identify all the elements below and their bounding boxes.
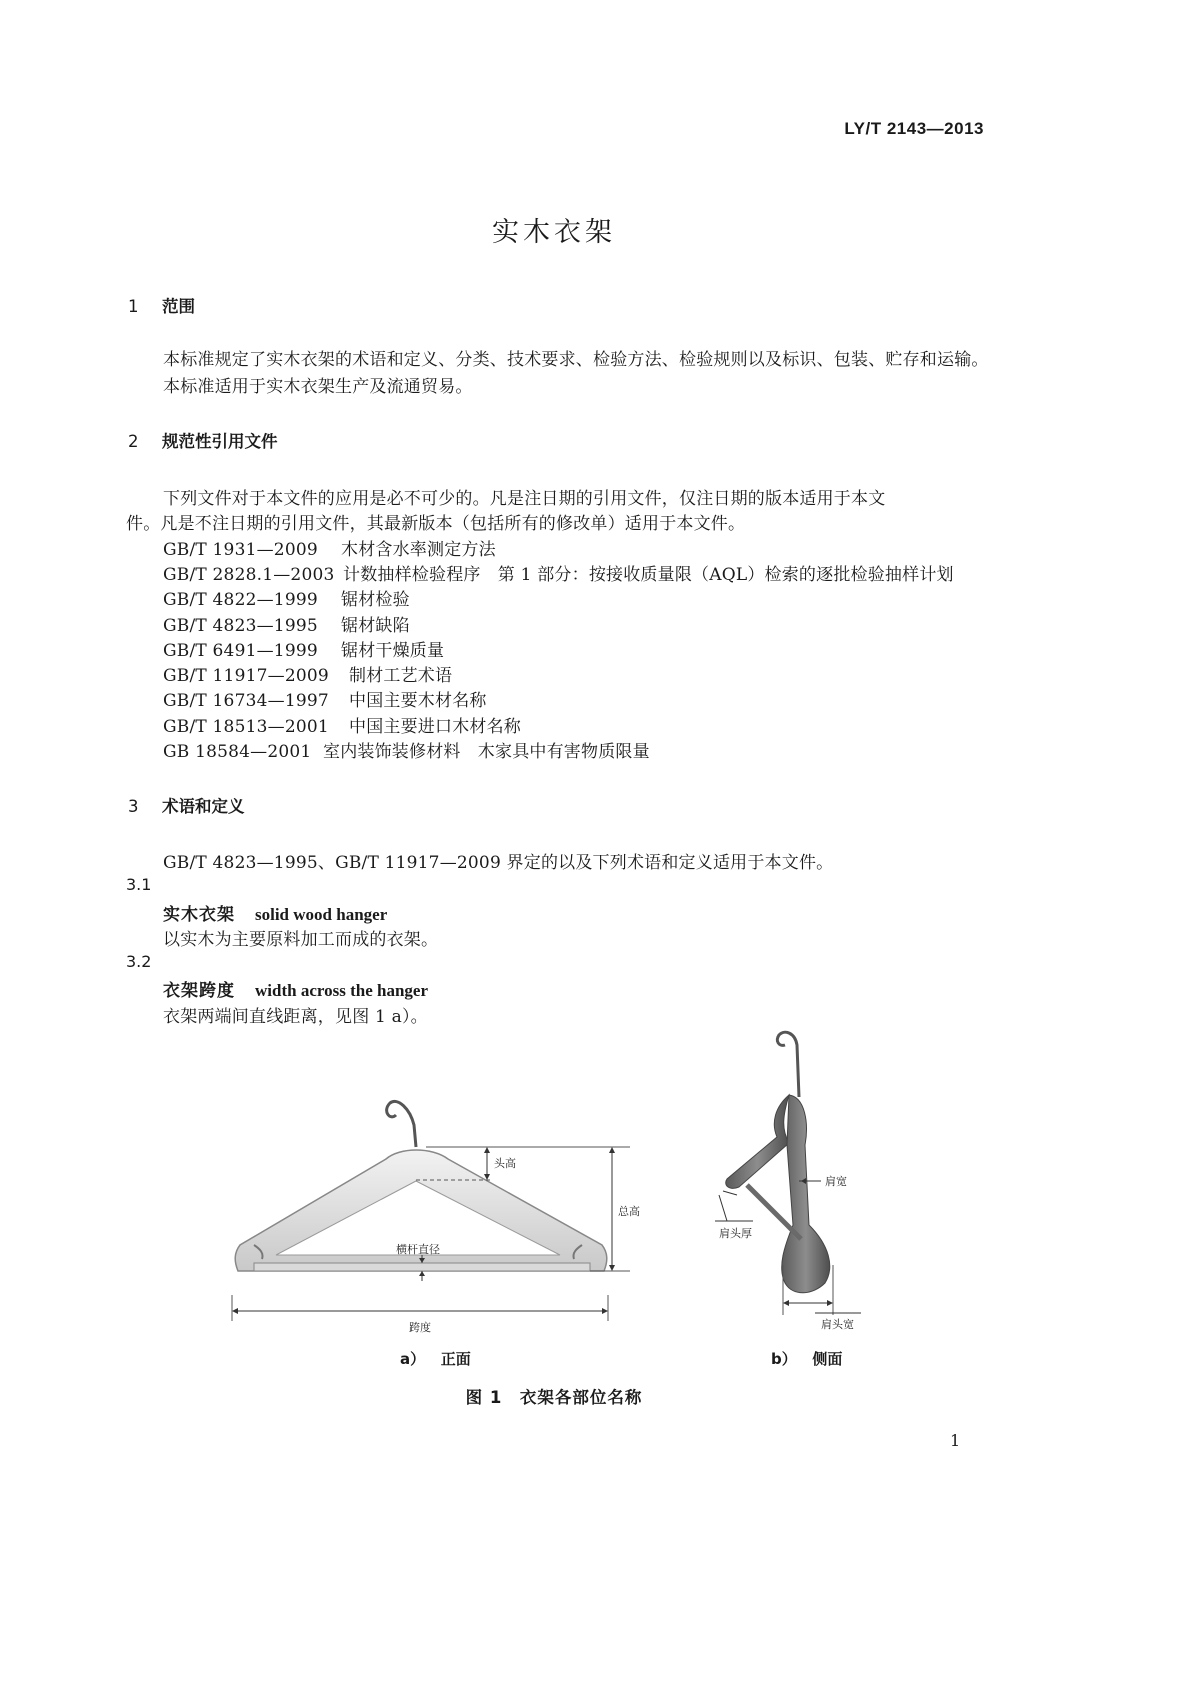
reference-code: GB/T 11917—2009 [163, 666, 329, 686]
section-3-intro: GB/T 4823—1995、GB/T 11917—2009 界定的以及下列术语和定义适用于本文件。 [163, 853, 834, 873]
reference-item [163, 661, 452, 686]
reference-name: 室内装饰装修材料 木家具中有害物质限量 [323, 742, 650, 762]
bar-diameter-label: 横杆直径 [396, 1243, 440, 1256]
hook-icon [387, 1101, 416, 1147]
section-1-title: 范围 [162, 297, 195, 316]
reference-item [163, 585, 410, 610]
reference-name: 锯材检验 [341, 590, 410, 610]
figure-a-caption [400, 1348, 471, 1369]
hook-icon [777, 1032, 799, 1097]
reference-code: GB/T 18513—2001 [163, 717, 329, 737]
section-1-paragraph-2: 本标准适用于实木衣架生产及流通贸易。 [163, 377, 473, 397]
shoulder-head-width-label: 肩头宽 [821, 1318, 854, 1331]
term-3-1-definition: 以实木为主要原料加工而成的衣架。 [163, 930, 439, 950]
head-height-label: 头高 [494, 1157, 516, 1170]
section-2-number: 2 [128, 432, 139, 451]
cross-bar [254, 1263, 590, 1271]
reference-name: 中国主要木材名称 [349, 691, 487, 711]
reference-code: GB/T 16734—1997 [163, 691, 329, 711]
hanger-front-figure [210, 1085, 650, 1345]
reference-item [163, 712, 521, 737]
reference-code: GB/T 1931—2009 [163, 540, 318, 560]
section-2-heading [128, 428, 278, 452]
reference-name: 中国主要进口木材名称 [349, 717, 521, 737]
figure-a-letter: a） [400, 1350, 426, 1368]
figure-b-title: 侧面 [812, 1350, 843, 1368]
hanger-side-figure [705, 1025, 885, 1335]
reference-item [163, 737, 650, 762]
reference-item [163, 636, 444, 661]
reference-name: 计数抽样检验程序 第 1 部分：按接收质量限（AQL）检索的逐批检验抽样计划 [343, 565, 954, 585]
figure-caption: 图 1 衣架各部位名称 [465, 1388, 643, 1407]
section-3-title: 术语和定义 [162, 797, 245, 816]
figure-b-caption [771, 1348, 842, 1369]
term-3-2-definition: 衣架两端间直线距离，见图 1 a）。 [163, 1007, 428, 1027]
term-3-2-chinese: 衣架跨度 [163, 981, 235, 1001]
term-3-2-english: width across the hanger [255, 981, 428, 1000]
section-3-heading [128, 793, 245, 817]
reference-item [163, 535, 496, 560]
reference-code: GB/T 2828.1—2003 [163, 565, 335, 585]
reference-name: 锯材缺陷 [341, 616, 410, 636]
section-3-number: 3 [128, 797, 139, 816]
shoulder-thickness-label: 肩头厚 [719, 1227, 752, 1240]
reference-code: GB/T 4823—1995 [163, 616, 318, 636]
term-3-1 [163, 900, 387, 925]
section-2-intro-line-1: 下列文件对于本文件的应用是必不可少的。凡是注日期的引用文件，仅注日期的版本适用于本文 [163, 489, 886, 509]
reference-name: 制材工艺术语 [349, 666, 453, 686]
term-3-1-english: solid wood hanger [255, 905, 388, 924]
section-2-title: 规范性引用文件 [162, 432, 278, 451]
reference-name: 木材含水率测定方法 [341, 540, 496, 560]
figure-a-title: 正面 [440, 1350, 471, 1368]
reference-code: GB/T 6491—1999 [163, 641, 318, 661]
reference-item [163, 611, 410, 636]
figure-b-letter: b） [771, 1350, 797, 1368]
reference-item [163, 686, 487, 711]
term-3-1-chinese: 实木衣架 [163, 905, 235, 925]
standard-code: LY/T 2143—2013 [844, 119, 984, 138]
total-height-label: 总高 [618, 1205, 640, 1218]
document-title: 实木衣架 [492, 217, 616, 248]
term-3-2 [163, 976, 428, 1001]
reference-code: GB/T 4822—1999 [163, 590, 318, 610]
page-number: 1 [950, 1431, 961, 1450]
section-1-paragraph-1: 本标准规定了实木衣架的术语和定义、分类、技术要求、检验方法、检验规则以及标识、包装、贮存和运输。 [163, 350, 989, 370]
hanger-side-body [782, 1095, 830, 1293]
span-label: 跨度 [409, 1321, 431, 1334]
term-3-2-number: 3.2 [126, 952, 152, 971]
section-2-intro-line-2: 件。凡是不注日期的引用文件，其最新版本（包括所有的修改单）适用于本文件。 [126, 514, 746, 534]
reference-item [163, 560, 954, 585]
section-1-heading [128, 293, 195, 317]
term-3-1-number: 3.1 [126, 875, 152, 894]
shoulder-width-label: 肩宽 [825, 1175, 847, 1188]
shoulder-arm [726, 1095, 789, 1188]
reference-code: GB 18584—2001 [163, 742, 312, 762]
reference-name: 锯材干燥质量 [341, 641, 445, 661]
section-1-number: 1 [128, 297, 139, 316]
